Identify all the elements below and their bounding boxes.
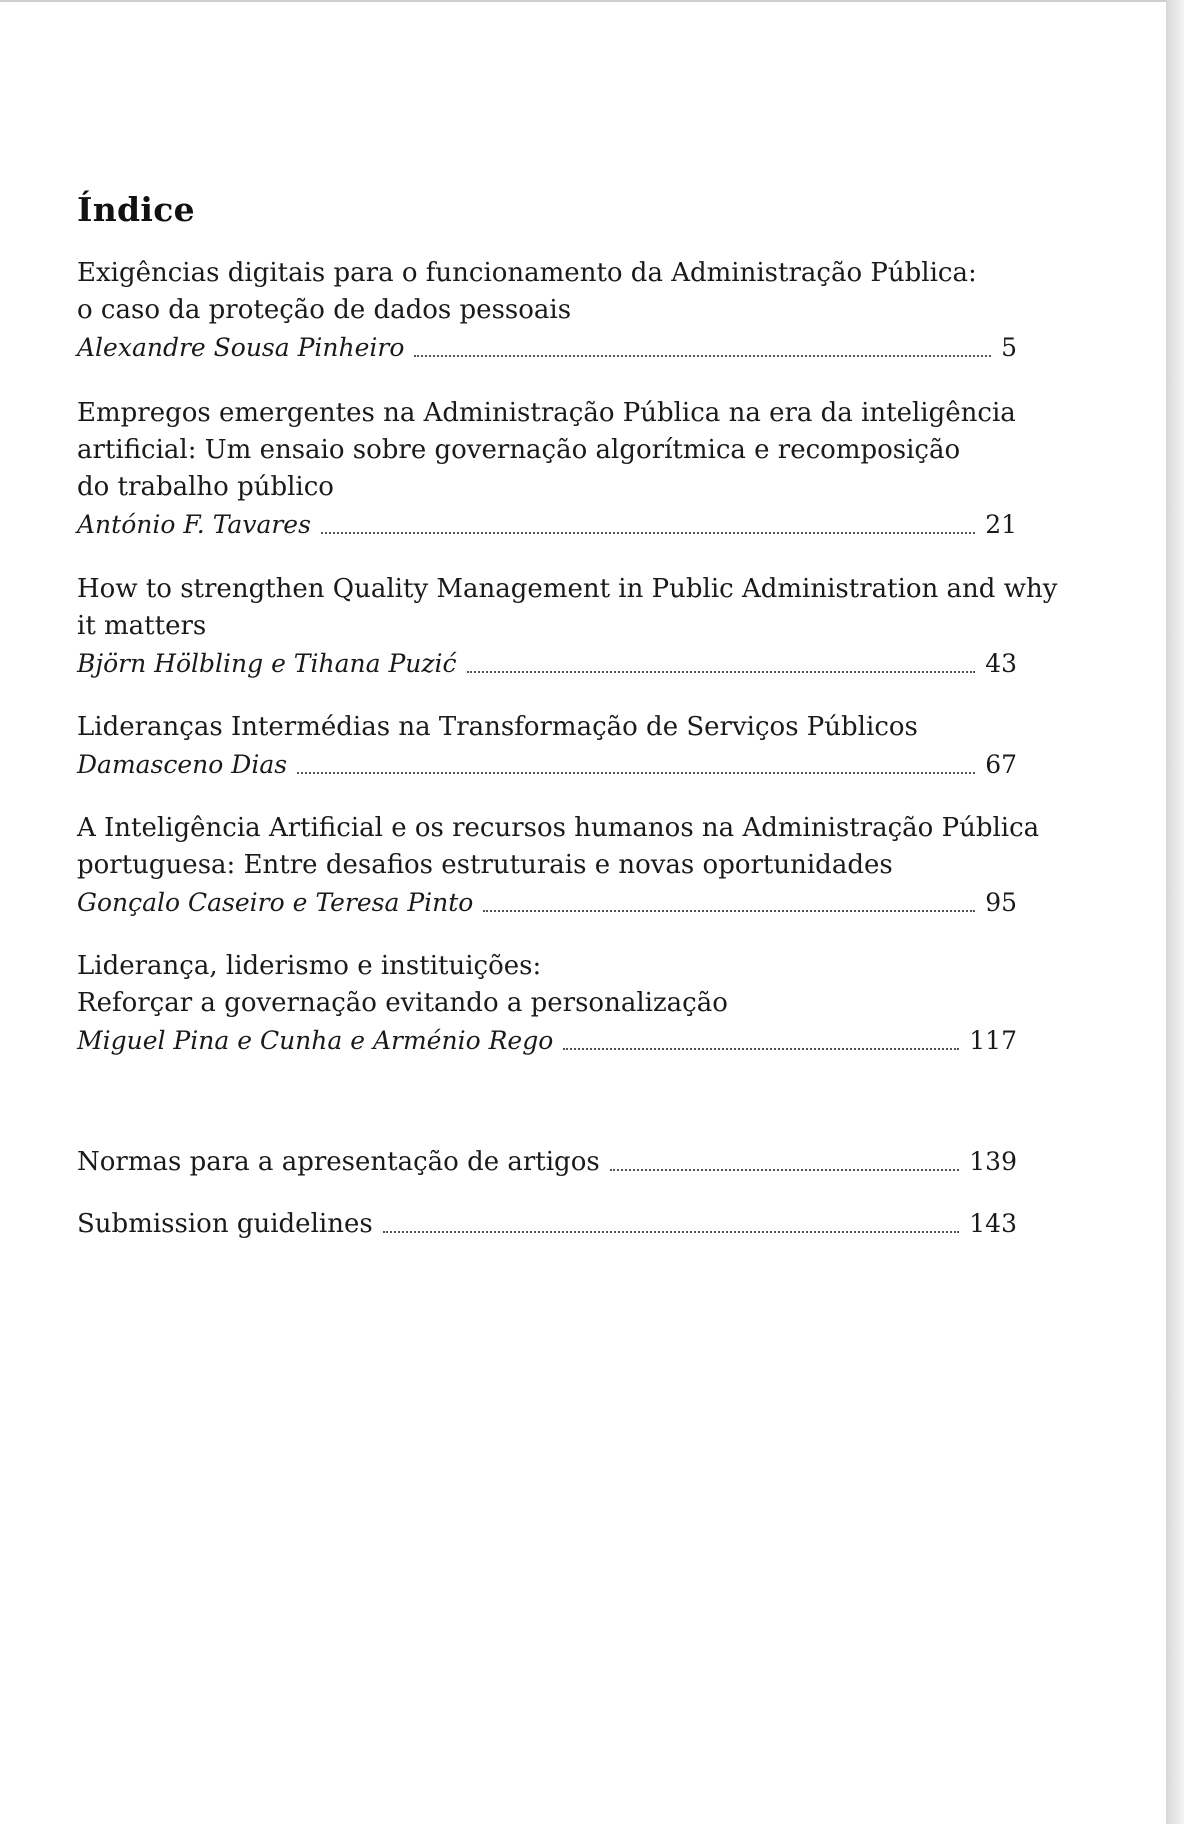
toc-entry-page-number: 21 [985, 510, 1017, 539]
toc-entry-title-line: A Inteligência Artificial e os recursos humanos na Administração Pública [77, 813, 1040, 843]
toc-entry-title-line: Exigências digitais para o funcionamento da Administração Pública: [77, 258, 977, 288]
toc-entry-author-line [77, 746, 1017, 783]
toc-entry-author-line [77, 645, 1017, 682]
dot-leader [321, 532, 975, 534]
toc-entry [77, 948, 1017, 1059]
dot-leader [483, 910, 975, 912]
toc-entry [77, 810, 1040, 921]
page-top-rule [0, 0, 1166, 2]
dot-leader [467, 671, 976, 673]
toc-entry-page-number: 95 [985, 888, 1017, 917]
toc-entry-title-line: it matters [77, 611, 207, 641]
dot-leader [297, 772, 975, 774]
toc-entry-author-line [77, 884, 1017, 921]
toc-appendix-line [77, 1205, 1017, 1242]
toc-entry-title-line: How to strengthen Quality Management in Public Administration and why [77, 574, 1058, 604]
toc-entry-title-line: Empregos emergentes na Administração Pública na era da inteligência [77, 398, 1016, 428]
toc-entry [77, 395, 1017, 543]
toc-appendix-page-number: 143 [969, 1209, 1017, 1238]
toc-entry-title-line: portuguesa: Entre desafios estruturais e novas oportunidades [77, 850, 893, 880]
toc-entry-title-line: Reforçar a governação evitando a personalização [77, 988, 728, 1018]
toc-entry [77, 709, 1017, 783]
toc-entry-title-line: Liderança, liderismo e instituições: [77, 951, 542, 981]
toc-entry-page-number: 67 [985, 750, 1017, 779]
dot-leader [610, 1169, 960, 1171]
toc-entry-page-number: 5 [1001, 333, 1017, 362]
toc-entry-author: António F. Tavares [77, 510, 311, 539]
toc-entry-author: Miguel Pina e Cunha e Arménio Rego [77, 1026, 554, 1055]
toc-entry-author: Damasceno Dias [77, 750, 288, 779]
dot-leader [383, 1231, 960, 1233]
toc-entry-title-line: o caso da proteção de dados pessoais [77, 295, 572, 325]
toc-entry-title-line: artificial: Um ensaio sobre governação algorítmica e recomposição [77, 435, 961, 465]
toc-entry-page-number: 117 [969, 1026, 1017, 1055]
toc-appendix-line [77, 1143, 1017, 1180]
toc-entry-author-line [77, 329, 1017, 366]
dot-leader [414, 355, 991, 357]
toc-entry-author-line [77, 1022, 1017, 1059]
toc-entry-author: Björn Hölbling e Tihana Puzić [77, 649, 457, 678]
toc-entry [77, 255, 1017, 366]
dot-leader [563, 1048, 959, 1050]
toc-entry-title-line: Lideranças Intermédias na Transformação de Serviços Públicos [77, 712, 918, 742]
toc-appendix-label: Normas para a apresentação de artigos [77, 1147, 600, 1177]
toc-appendix-label: Submission guidelines [77, 1209, 373, 1239]
page-edge-shadow [1166, 0, 1184, 1824]
toc-entry-page-number: 43 [985, 649, 1017, 678]
toc-entry [77, 571, 1058, 682]
toc-entry-author: Gonçalo Caseiro e Teresa Pinto [77, 888, 474, 917]
toc-appendix-page-number: 139 [969, 1147, 1017, 1176]
toc-entry-title-line: do trabalho público [77, 472, 334, 502]
page-title: Índice [77, 190, 195, 229]
toc-entry-author: Alexandre Sousa Pinheiro [77, 333, 405, 362]
toc-entry-author-line [77, 506, 1017, 543]
